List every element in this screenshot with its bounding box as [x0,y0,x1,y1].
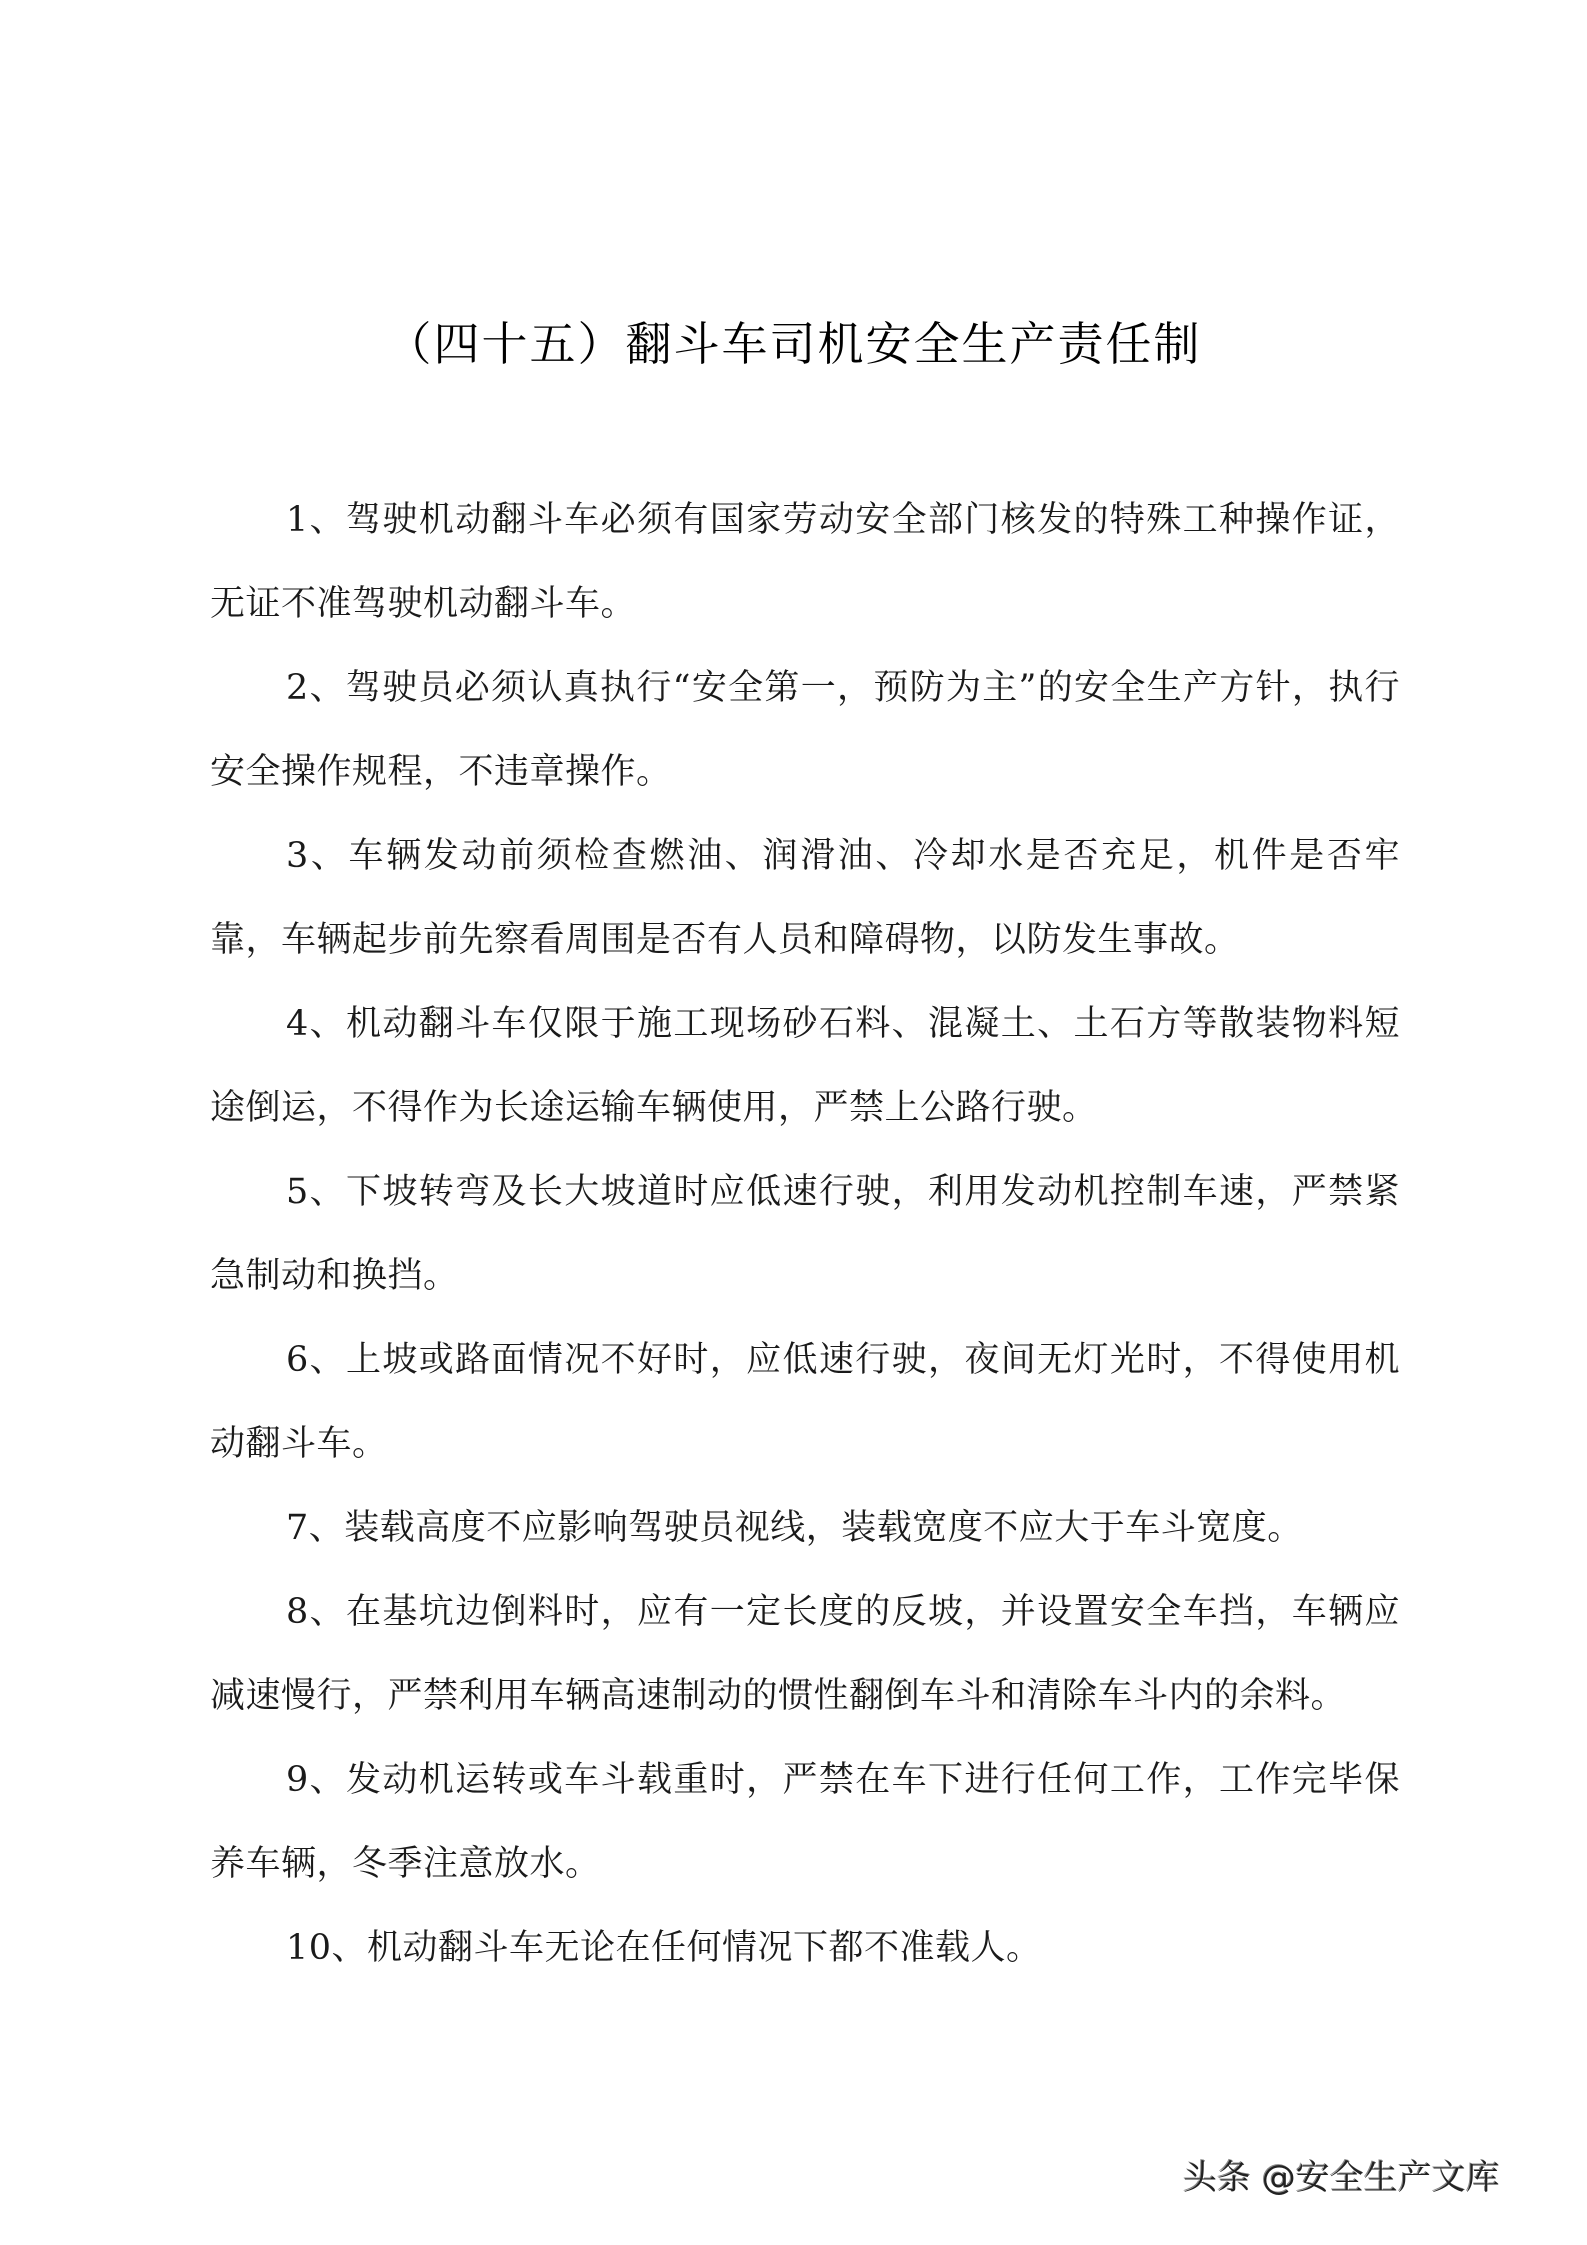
paragraph-5: 5、下坡转弯及长大坡道时应低速行驶，利用发动机控制车速，严禁紧急制动和换挡。 [210,1172,1400,1296]
document-body [210,478,1400,1990]
paragraph-2: 2、驾驶员必须认真执行“安全第一，预防为主”的安全生产方针，执行安全操作规程，不违章操作。 [210,668,1400,792]
source-watermark: 头条 @安全生产文库 [1183,2158,1500,2198]
paragraph-3: 3、车辆发动前须检查燃油、润滑油、冷却水是否充足，机件是否牢靠，车辆起步前先察看周围是否有人员和障碍物，以防发生事故。 [210,836,1400,960]
paragraph-7: 7、装载高度不应影响驾驶员视线，装载宽度不应大于车斗宽度。 [286,1508,1303,1548]
paragraph-4: 4、机动翻斗车仅限于施工现场砂石料、混凝土、土石方等散装物料短途倒运，不得作为长途运输车辆使用，严禁上公路行驶。 [210,1004,1400,1128]
paragraph-8: 8、在基坑边倒料时，应有一定长度的反坡，并设置安全车挡，车辆应减速慢行，严禁利用车辆高速制动的惯性翻倒车斗和清除车斗内的余料。 [210,1592,1400,1716]
paragraph-6: 6、上坡或路面情况不好时，应低速行驶，夜间无灯光时，不得使用机动翻斗车。 [210,1340,1400,1464]
paragraph-9: 9、发动机运转或车斗载重时，严禁在车下进行任何工作，工作完毕保养车辆，冬季注意放水。 [210,1760,1400,1884]
paragraph-10: 10、机动翻斗车无论在任何情况下都不准载人。 [286,1928,1042,1968]
page-title: （四十五）翻斗车司机安全生产责任制 [385,317,1202,371]
paragraph-1: 1、驾驶机动翻斗车必须有国家劳动安全部门核发的特殊工种操作证，无证不准驾驶机动翻斗车。 [210,500,1400,624]
